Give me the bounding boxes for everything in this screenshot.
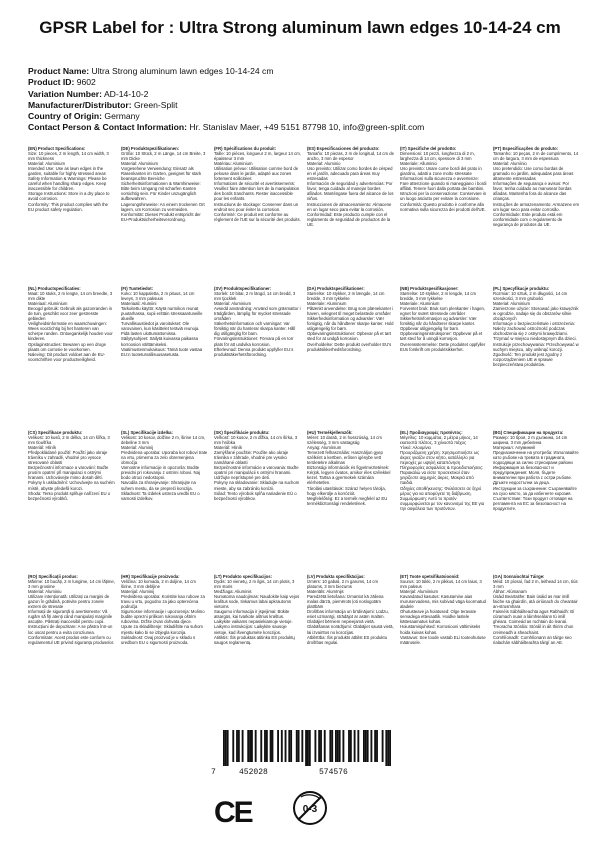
barcode-bar — [329, 730, 331, 762]
meta-country-of-origin: Country of Origin: Germany — [28, 111, 140, 122]
ce-mark-icon: CE — [214, 796, 252, 829]
barcode-bar — [249, 730, 251, 762]
barcode-bar — [331, 730, 333, 762]
barcode-bar — [251, 730, 253, 762]
spec-block-sk: (SK) Špecifikácie produktu: Veľkosť: 10 kusov, 2 m dĺžka, 14 cm šírka, 3 mm hrúbka Materiál: Hliník Zamýšľané použitie: Použite ako okraje trávnika v záhrade, vhodné pre vysoko namáhané oblasti Bezpečnostné informácie a varovania: Buďte opatrní pri manipulácii s ostrými hranami. Udržujte neprístupné pre deti. Pokyny na skladovanie: Skladujte na suchom mieste, aby sa zabránilo korózii. Súlad: Tento výrobok spĺňa nariadenie EÚ o bezpečnosti výrobkov. — [214, 430, 300, 501]
barcode-bar — [318, 730, 320, 762]
barcode-bar — [277, 730, 279, 762]
barcode-bar — [350, 730, 352, 762]
barcode-bar — [342, 730, 344, 762]
barcode-bar — [247, 730, 249, 762]
meta-variation-number: Variation Number: AD-14-10-2 — [28, 88, 149, 99]
barcode-bar — [238, 730, 240, 762]
spec-block-ga: (GA) Sonraíochtaí Táirge: Méid: 10 píosaí, fad 2 m, leithead 14 cm, tiús 3 mm Ábhar: Alúmanam Úsáid Beartaithe: Bain úsáid as mar imill faiche sa ghairdín, atá oiriúnach do cheantair an-strusmhara Faisnéis Sábháilteachta agus Rabhaidh: Bí cúramach nuair a láimhseálann tú imill ghéara. Coimeád as rochtain do leanaí. Treoracha Stórála: Stóráil in áit thirim chun creimeadh a sheachaint. Comhlíonadh: Comhlíonann an táirge seo rialachán sábháilteachta táirgí an AE. — [493, 574, 578, 645]
barcode-bar — [348, 730, 350, 762]
meta-manufacturer: Manufacturer/Distributor: Green-Split — [28, 99, 178, 110]
barcode-bar — [367, 730, 369, 762]
meta-product-id: Product ID: 9602 — [28, 77, 96, 88]
barcode-bar — [272, 730, 274, 762]
meta-contact: Contact Person & Contact Information: Hr. Stanislav Maer, +49 5151 87798 10, info@green-split.com — [28, 122, 425, 133]
barcode-bar — [260, 730, 262, 762]
barcode-lead-digit: 7 — [211, 768, 216, 777]
age-warning-icon — [292, 790, 328, 826]
barcode-bar — [270, 730, 272, 762]
block-row — [28, 286, 580, 422]
block-row — [28, 574, 580, 698]
spec-block-hr: (HR) Specifikacije proizvoda: Veličina: 10 komada, 2 m duljine, 14 cm širine, 3 mm debljine Materijal: Aluminij Predviđena uporaba: Koristite kao rubove za travu u vrtu, pogodno za jako opterećena područja Sigurnosne informacije i upozorenja: Molimo budite oprezni prilikom rukovanja oštrim rubovima. Držite izvan dohvata djece. Upute za skladištenje: Skladištite na suhom mjestu kako bi se izbjegla korozija. Sukladnost: Ovaj proizvod je u skladu s uredbom EU o sigurnosti proizvoda. — [121, 574, 205, 645]
barcode-bar — [335, 730, 337, 762]
barcode-bar — [266, 730, 268, 762]
spec-block-es: (ES) Especificaciones del producto: Tamaño: 10 piezas, 2 m de longitud, 14 cm de ancho, 3 mm de espesor Material: Aluminio Uso previsto: Utilizar como bordes de césped en el jardín, adecuado para áreas muy estresadas Información de seguridad y advertencias: Por favor, tenga cuidado al manejar bordes afilados. Manténgase fuera del alcance de los niños. Instrucciones de almacenamiento: Almacene en un lugar seco para evitar la corrosión. Conformidad: Este producto cumple con el reglamento de seguridad de productos de la UE. — [307, 146, 394, 227]
language-blocks — [28, 146, 580, 706]
spec-block-da: (DA) Produktspecifikationer: Størrelse: 10 stykker, 2 m længde, 14 cm bredde, 3 mm tykkelse Materiale: Aluminium Påtænkt anvendelse: Brug som plænekanter i haven, velegnet til meget belastede områder Sikkerhedsinformation og advarsler: Vær forsigtig, når du håndterer skarpe kanter. Hold utilgængelig for børn. Opbevaringsinstruktioner: Opbevar på et tørt sted for at undgå korrosion. Overholdelse: Dette produkt overholder EU's produktsikkerhedsforordning. — [307, 286, 394, 352]
barcode-right-digits: 574576 — [319, 768, 348, 777]
barcode-bar — [337, 730, 339, 762]
spec-block-ro: (RO) Specificații produs: Mărime: 10 bucăți, 2 m lungime, 14 cm lățime, 3 mm grosime Material: Aluminiu Utilizare intenționată: Utilizați ca margini de gazon în grădină, potrivite pentru zonele extrem de stresate Informații de siguranță și avertismente: Vă rugăm să fiți atenți când manipulați marginile ascuțite. Păstrați inaccesibil pentru copii. Instrucțiuni de depozitare: A se păstra într-un loc uscat pentru a evita coroziunea. Conformitate: Acest produs este conform cu regulamentul UE privind siguranța produselor. — [28, 574, 115, 645]
barcode-bar — [232, 730, 234, 762]
spec-block-lv: (LV) Produkta specifikācijas: Izmērs: 10 gabali, 2 m garums, 14 cm platums, 3 mm biezums Materiāls: Alumīnijs Paredzētā lietošana: Izmantot kā zāliena malas dārzā, piemērots ļoti noslogotām platībām Drošības informācija un brīdinājumi: Lūdzu, esiet uzmanīgi, strādājot ar asām malām. Glabājiet bērniem nepieejamā vietā. Glabāšanas norādījumi: Glabājiet sausā vietā, lai izvairītos no korozijas. Atbilstība: Šis produkts atbilst ES produktu drošības regulai. — [307, 574, 394, 645]
barcode-bar — [285, 730, 287, 762]
barcode-bar — [236, 730, 238, 762]
meta-product-name: Product Name: Ultra Strong aluminum lawn edges 10-14-24 cm — [28, 66, 274, 76]
barcode-bar — [339, 730, 341, 762]
barcode-bars — [223, 730, 391, 766]
spec-block-lt: (LT) Produkto specifikacijos: Dydis: 10 vienetų, 2 m ilgis, 14 cm plotis, 3 mm storis Medžiaga: Aliuminis Numatoma naudojimas: Naudokite kaip vejos kraštus sode, tinkamus labai apkrautoms vietoms Saugumo informacija ir įspėjimai: Būkite atsargūs, kai tvarkote aštrius kraštus. Laikykite vaikams nepasiekiamoje vietoje. Laikymo instrukcijos: Laikykite sausoje vietoje, kad išvengtumėte korozijos. Atitiktis: Šis produktas atitinka ES produktų saugos reglamentą. — [214, 574, 300, 645]
barcode-bar — [376, 730, 378, 762]
barcode-bar — [309, 730, 311, 766]
barcode-bar — [301, 730, 303, 762]
product-meta — [28, 66, 424, 134]
ean-barcode — [211, 730, 391, 778]
spec-block-en: (EN) Product Specifications: Size: 10 pieces, 2 m length, 14 cm width, 3 mm thickness Material: Aluminium Intended Use: Use as lawn edges in the garden, suitable for highly stressed areas Safety Information & Warnings: Please be careful when handling sharp edges. Keep inaccessible for children. Storage Instructions: Store in a dry place to avoid corrosion. Conformity: This product complies with the EU product safety regulation. — [28, 146, 110, 212]
spec-block-nl: (NL) Productspecificaties: Maat: 10 stuks, 2 m lengte, 14 cm breedte, 3 mm dikte Materiaal: Aluminium Beoogd gebruik: Gebruik als gazonranden in de tuin, geschikt voor zeer gestresste gebieden Veiligheidsinformatie en waarschuwingen: Wees voorzichtig bij het hanteren van scherpe randen. Ontoegankelijk houden voor kinderen. Opslaginstructies: Bewaren op een droge plaats om corrosie te voorkomen. Naleving: Dit product voldoet aan de EU-voorschriften voor productveiligheid. — [28, 286, 113, 362]
barcode-bar — [296, 730, 298, 762]
barcode-bar — [288, 730, 290, 762]
age-range-label: 0-3 — [302, 804, 318, 815]
barcode-bar — [387, 730, 389, 766]
barcode-bar — [357, 730, 359, 762]
barcode-bar — [320, 730, 322, 762]
spec-block-cs: (CS) Specifikace produktu: Velikost: 10 kusů, 2 m délka, 14 cm šířka, 3 mm tloušťka Materiál: Hliník Předpokládané použití: Použití jako okraje trávníku v zahradě, vhodné pro vysoce stresované oblasti Bezpečnostní informace a varování: Buďte prosím opatrní při manipulaci s ostrými hranami. Uchovávejte mimo dosah dětí. Pokyny k uskladnění: Uchovávejte na suchém místě, abyste předešli korozi. Shoda: Tento produkt splňuje nařízení EU o bezpečnosti výrobků. — [28, 430, 115, 501]
barcode-bar — [264, 730, 266, 762]
barcode-bar — [305, 730, 307, 766]
barcode-bar — [307, 730, 309, 766]
spec-block-el: (EL) Προδιαγραφές προϊόντος: Μέγεθος: 10 κομμάτια, 2 μέτρα μήκος, 14 εκατοστά πλάτος, 3 χιλιοστά πάχος Υλικό: Αλουμίνιο Προοριζόμενη χρήση: Χρησιμοποιήστε ως άκρες γκαζόν στον κήπο, κατάλληλο για περιοχές με υψηλή καταπόνηση Πληροφορίες ασφαλείας & προειδοποιήσεις: Παρακαλώ να είστε προσεκτικοί όταν χειρίζεστε αιχμηρές άκρες. Μακριά από παιδιά. Οδηγίες αποθήκευσης: Φυλάσσετε σε ξηρό μέρος για να αποφύγετε τη διάβρωση. Συμμόρφωση: Αυτό το προϊόν συμμορφώνεται με τον κανονισμό της ΕΕ για την ασφάλεια των προϊόντων. — [400, 430, 485, 511]
spec-block-pl: (PL) Specyfikacje produktu: Rozmiar: 10 sztuk, 2 m długości, 14 cm szerokości, 3 mm grubości Materiał: Aluminium Zamierzone użycie: Stosować jako krawężnik w ogrodzie, nadaje się do obszarów silnie obciążonych Informacje o bezpieczeństwie i ostrzeżenia: Należy zachować ostrożność podczas obchodzenia się z ostrymi krawędziami. Trzymać w miejscu niedostępnym dla dzieci. Instrukcje przechowywania: Przechowywać w suchym miejscu, aby uniknąć korozji. Zgodność: Ten produkt jest zgodny z rozporządzeniem UE w sprawie bezpieczeństwa produktów. — [493, 286, 579, 367]
barcode-bar — [363, 730, 365, 762]
spec-block-nb: (NB) Produktspesifikasjoner: Størrelse: 10 stykker, 2 m lengde, 14 cm bredde, 3 mm tykkelse Materiale: Aluminium Forventet bruk: Bruk som plenkanter i hagen, egnet for svært stressede områder Sikkerhetsinformasjon og advarsler: Vær forsiktig når du håndterer skarpe kanter. Oppbevar utilgjengelig for barn. Oppbevaringsinstruksjoner: Oppbevar på et tørt sted for å unngå korrosjon. Overensstemmelse: Dette produktet oppfyller EUs forskrift om produktsikkerhet. — [400, 286, 486, 352]
spec-block-fi: (FI) Tuotetiedot: Koko: 10 kappaletta, 2 m pituus, 14 cm leveys, 3 mm paksuus Materiaali: Alumiini Tarkoitettu käyttö: Käytä nurmikon reunat puutarhassa, sopii erittäin stressaantuneille alueille Turvallisuustiedot ja varoitukset: Ole varovainen, kun käsittelet teräviä reunoja. Pidä lasten ulottumattomissa. Säilytysohjeet: Säilytä kuivassa paikassa korroosion välttämiseksi. Vaatimustenmukaisuus: Tämä tuote vastaa EU:n tuoteturvallisuusasetusta. — [121, 286, 203, 357]
barcode-bar — [324, 730, 326, 762]
barcode-bar — [298, 730, 300, 762]
barcode-bar — [242, 730, 244, 762]
barcode-bar — [227, 730, 229, 766]
barcode-bar — [385, 730, 387, 766]
block-row — [28, 430, 580, 566]
barcode-bar — [223, 730, 225, 766]
barcode-bar — [290, 730, 292, 762]
page-title: GPSR Label for : Ultra Strong aluminum lawn edges 10-14-24 cm — [39, 18, 561, 37]
barcode-bar — [281, 730, 283, 762]
spec-block-sl: (SL) Specifikacije izdelka: Velikost: 10 kosov, dolžine 2 m, širine 14 cm, debeline 3 mm Material: Aluminij Predvidena uporaba: Uporaba kot robovi trate na vrtu, primerna za zelo obremenjena območja Varnostne informacije in opozorila: Bodite previdni pri rokovanju z ostrimi robovi. Naj bodo otroci nedostopni. Navodila za shranjevanje: Shranjujte na suhem mestu, da se prepreči korozija. Skladnost: Ta izdelek ustreza uredbi EU o varnosti izdelkov. — [121, 430, 208, 501]
barcode-left-digits: 452028 — [239, 768, 268, 777]
spec-block-pt: (PT) Especificações do produto: Tamanho: 10 peças, 2 m de comprimento, 14 cm de largura, 3 mm de espessura Material: Alumínio Uso pretendido: Use como bordas de gramado no jardim, adequadas para áreas altamente estressadas Informações de segurança e avisos: Por favor, tenha cuidado ao manusear bordas afiadas. Mantenha fora do alcance das crianças. Instruções de armazenamento: Armazene em um lugar seco para evitar corrosão. Conformidade: Este produto está em conformidade com o regulamento de segurança de produtos da UE. — [493, 146, 579, 227]
barcode-bar — [389, 730, 391, 766]
spec-block-de: (DE) Produktspezifikationen: Größe: 10 Stück, 2 m Länge, 14 cm Breite, 3 mm Dicke Material: Aluminium Vorgesehene Verwendung: Einsatz als Rasenkanten im Garten, geeignet für stark beanspruchte Bereiche Sicherheitsinformationen & Warnhinweise: Bitte beim Umgang mit scharfen Kanten vorsichtig sein. Für Kinder unzugänglich aufbewahren. Lagerungshinweise: An einem trockenen Ort lagern, um Korrosion zu vermeiden. Konformität: Dieses Produkt entspricht der EU-Produktsicherheitsverordnung. — [121, 146, 206, 222]
barcode-bar — [370, 730, 372, 762]
spec-block-bg: (BG) Спецификации на продукта: Размер: 10 броя, 2 m дължина, 14 cm ширина, 3 mm дебелина Материал: Алуминий Предназначение на употреба: Използвайте като ръбове на тревата в градината, подходящи за силно стресирани райони Информация за безопасност и предупреждения: Моля, бъдете внимателни при работа с остри ръбове. Дръжте недостъпни за деца. Инструкции за съхранение: Съхранявайте на сухо място, за да избегнете корозия. Съответствие: Този продукт отговаря на регламента на ЕС за безопасност на продуктите. — [493, 430, 579, 511]
spec-block-fr: (FR) Spécifications du produit: Taille: 10 pièces, longueur 2 m, largeur 14 cm, épaisseur 3 mm Matériau: Aluminium Utilisation prévue: Utilisation comme bord de pelouse dans le jardin, adapté aux zones fortement sollicitées Informations de sécurité et avertissements: Veuillez faire attention lors de la manipulation des bords tranchants. Rester inaccessible pour les enfants. Instructions de stockage: Conserver dans un endroit sec pour éviter la corrosion. Conformité: Ce produit est conforme au règlement de l'UE sur la sécurité des produits. — [214, 146, 301, 222]
barcode-bar — [225, 730, 227, 766]
barcode-bar — [382, 730, 384, 762]
spec-block-et: (ET) Toote spetsifikatsioonid: Suurus: 10 tükki, 2 m pikkus, 14 cm laius, 3 mm paksus Materjal: Alumiinium Kavandatud kasutus: Kasutamine aias muruservadena, mis sobivad väga koormatud aladele Ohutusteave ja hoiatused: Olge teravate servadega ettevaatlik. Hoidke lastele kättesaamatus kohas. Hoiustamisjuhised: Korrosiooni vältimiseks hoida kuivas kohas. Vastavus: See toode vastab ELi tooteohutuse määrusele. — [400, 574, 486, 645]
barcode-bar — [255, 730, 257, 762]
barcode-bar — [365, 730, 367, 762]
spec-block-sv: (SV) Produktspecifikationer: Storlek: 10 bitar, 2 m längd, 14 cm bredd, 3 mm tjocklek Material: Aluminium Avsedd användning: Använd som gräsmattor i trädgården, lämplig för mycket stressade områden Säkerhetsinformation och varningar: Var försiktig när du hanterar skarpa kanter. Håll dig otillgänglig för barn. Förvaringsinstruktioner: Förvara på en torr plats för att undvika korrosion. Efterlevnad: Denna produkt uppfyller EU:s produktsäkerhetsförordning. — [214, 286, 301, 357]
barcode-bar — [374, 730, 376, 762]
block-row — [28, 146, 580, 278]
barcode-bar — [314, 730, 316, 762]
spec-block-hu: (HU) Termékjellemzők: Méret: 10 darab, 2 m hosszúság, 14 cm szélesség, 3 mm vastagság Anyag: Alumínium Tervezett felhasználás: Használjon gyep szélként a kertben, erősen igénybe vett területekre alkalmas Biztonsági információk és figyelmeztetések: Kérjük, legyen óvatos, amikor éles szélekkel kezel. Tartsa a gyermekek számára elérhetetlen. Tárolási utasítások: Száraz helyen tárolja, hogy elkerülje a korróziót. Megfelelőség: Ez a termék megfelel az EU termékbiztonsági rendeletének. — [307, 430, 391, 506]
spec-block-it: (IT) Specifiche del prodotto: Dimensioni: 10 pezzi, lunghezza di 2 m, larghezza di 14 cm, spessore di 3 mm Materiale: Alluminio Uso previsto: Usare come bordi del prato in giardino, adatti a zone molto stressate Informazioni sulla sicurezza e avvertenze: Fare attenzione quando si maneggiano i bordi affilati. Tenere fuori dalla portata dei bambini. Istruzioni per la conservazione: Conservare in un luogo asciutto per evitare la corrosione. Conformità: Questo prodotto è conforme alla normativa sulla sicurezza dei prodotti dell'UE. — [400, 146, 487, 212]
barcode-bar — [354, 730, 356, 762]
